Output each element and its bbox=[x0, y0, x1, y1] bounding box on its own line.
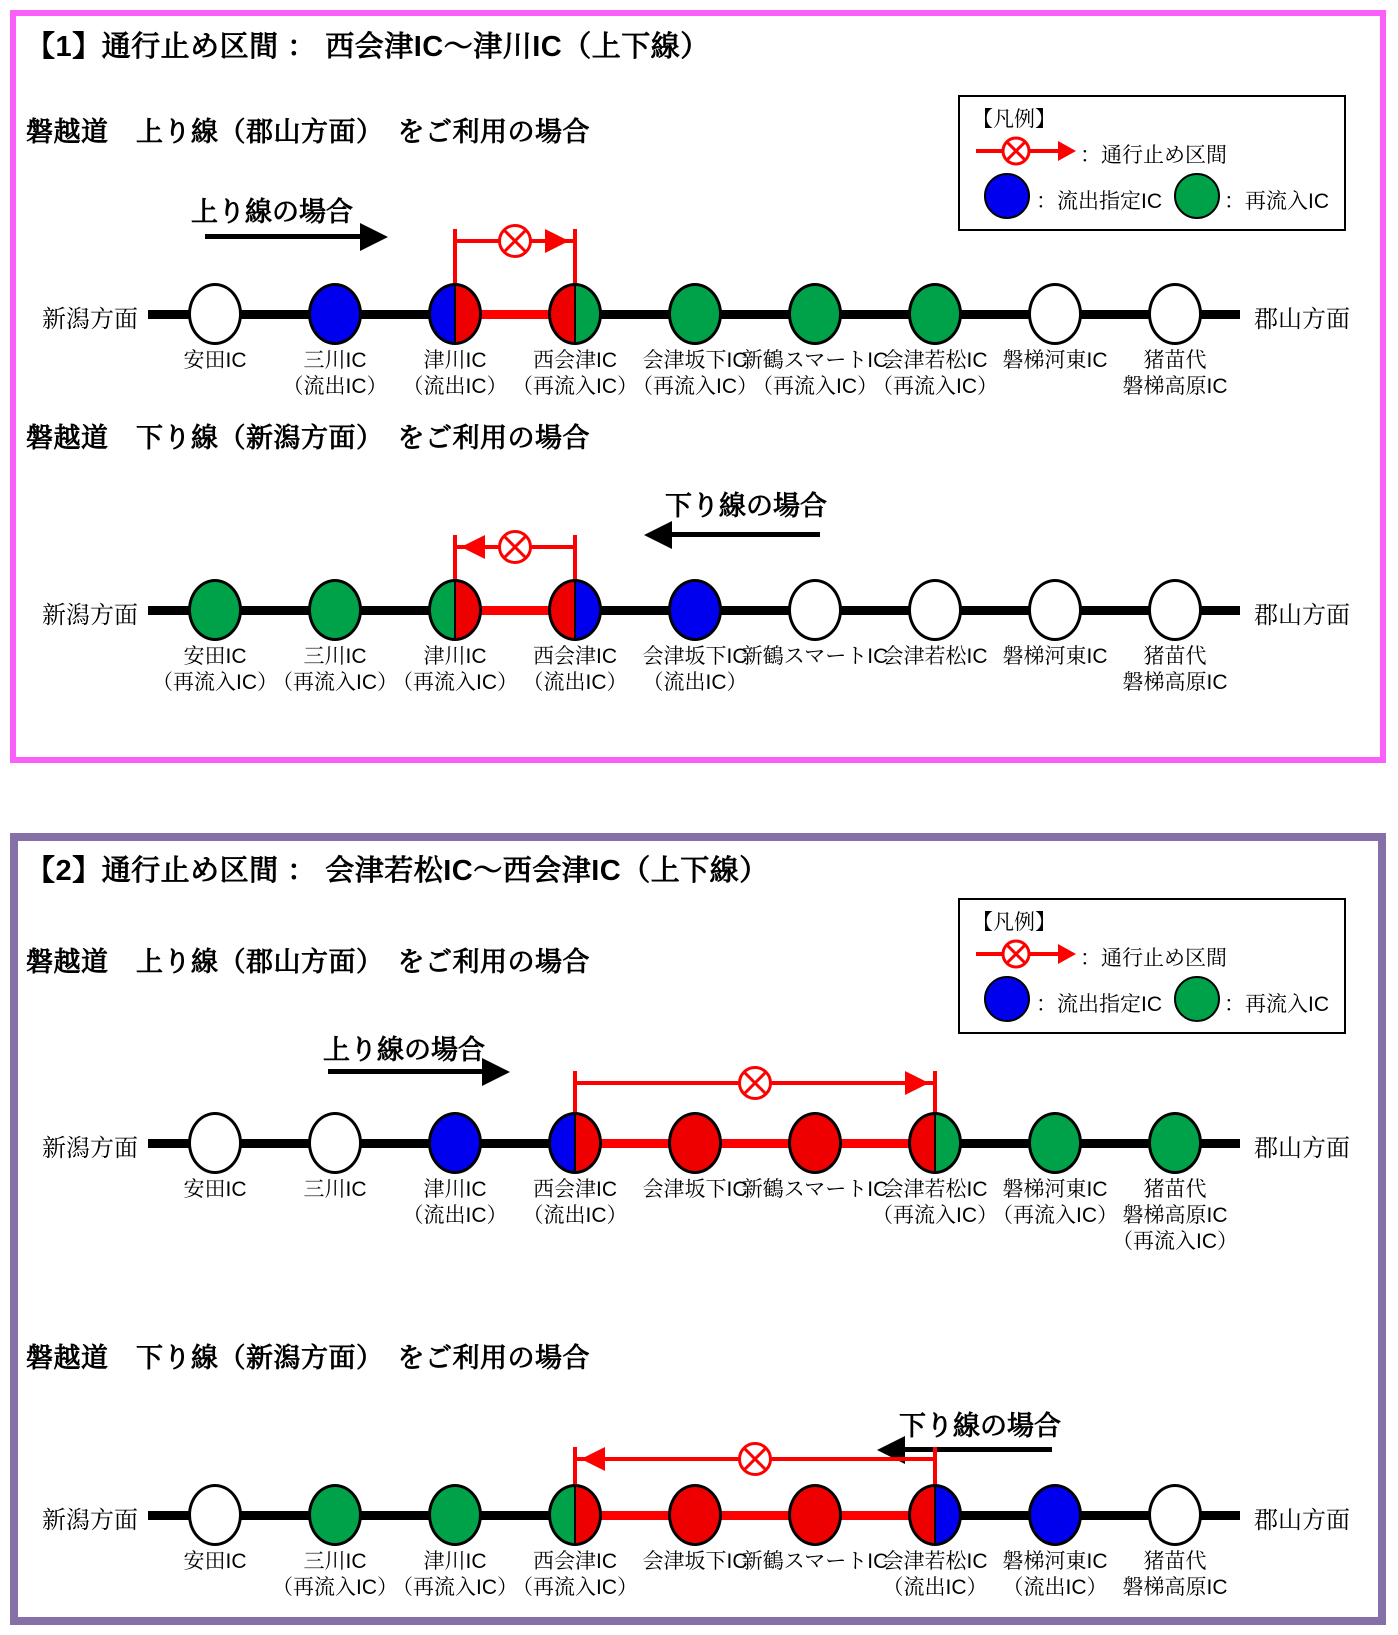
section2-title: 【2】通行止め区間 ： 会津若松IC～西会津IC（上下線） bbox=[26, 855, 769, 887]
station-circle bbox=[1148, 1484, 1202, 1546]
station-label-line: （再流入IC） bbox=[1112, 1230, 1238, 1253]
station-circle bbox=[1028, 579, 1082, 641]
station-label-line: 三川IC bbox=[303, 645, 367, 668]
closure-symbol-arrowhead-icon bbox=[1058, 141, 1076, 161]
closure-bracket-endbar bbox=[453, 535, 457, 581]
station-circle bbox=[548, 283, 602, 345]
section2-up-subtitle: 磐越道 上り線（郡山方面） をご利用の場合 bbox=[26, 947, 590, 977]
station-label-line: 三川IC bbox=[303, 1178, 367, 1201]
station-circle bbox=[548, 1484, 602, 1546]
station-label-line: 猪苗代 bbox=[1143, 645, 1207, 668]
station-circle bbox=[1028, 1112, 1082, 1174]
station-split-divider bbox=[454, 582, 456, 638]
station-label-line: 磐梯高原IC bbox=[1122, 1576, 1228, 1599]
station-label-line: 磐梯高原IC bbox=[1122, 375, 1228, 398]
station-circle bbox=[908, 1484, 962, 1546]
station-circle bbox=[428, 1484, 482, 1546]
closure-bracket-endbar bbox=[573, 535, 577, 581]
section1-up-subtitle: 磐越道 上り線（郡山方面） をご利用の場合 bbox=[26, 117, 590, 147]
station-label-line: （再流入IC） bbox=[272, 1576, 398, 1599]
station-label-line: 新鶴スマートIC bbox=[741, 349, 889, 372]
station-label-line: 会津若松IC bbox=[882, 645, 988, 668]
station-label-line: （再流入IC） bbox=[392, 1576, 518, 1599]
station-split-divider bbox=[574, 582, 576, 638]
station-label-line: 猪苗代 bbox=[1143, 1178, 1207, 1201]
direction-arrow-shaft bbox=[328, 1069, 482, 1074]
station-label-line: 西会津IC bbox=[533, 349, 617, 372]
station-label bbox=[1087, 348, 1263, 400]
station-label-line: （流出IC） bbox=[1002, 1576, 1108, 1599]
station-circle bbox=[188, 283, 242, 345]
legend-exit-label: ：流出指定IC bbox=[1036, 993, 1162, 1016]
station-label-line: 津川IC bbox=[423, 645, 487, 668]
station-label-line: （再流入IC） bbox=[392, 671, 518, 694]
closure-bracket-endbar bbox=[933, 1071, 937, 1114]
station-label-line: 新鶴スマートIC bbox=[741, 1178, 889, 1201]
station-label-line: 会津若松IC bbox=[882, 349, 988, 372]
station-label-line: 会津坂下IC bbox=[642, 1178, 748, 1201]
station-label-line: （再流入IC） bbox=[632, 375, 758, 398]
station-label-line: 安田IC bbox=[183, 645, 247, 668]
station-split-divider bbox=[934, 1115, 936, 1171]
station-circle bbox=[1028, 283, 1082, 345]
station-circle bbox=[788, 1112, 842, 1174]
station-circle bbox=[788, 1484, 842, 1546]
legend-box bbox=[958, 898, 1346, 1034]
station-label-line: （流出IC） bbox=[402, 375, 508, 398]
closure-crossed-circle-icon bbox=[496, 528, 534, 571]
section2-down-subtitle: 磐越道 下り線（新潟方面） をご利用の場合 bbox=[26, 1343, 590, 1373]
station-label-line: 新鶴スマートIC bbox=[741, 1550, 889, 1573]
right-end-label: 郡山方面 bbox=[1254, 306, 1350, 333]
station-label-line: 会津若松IC bbox=[882, 1550, 988, 1573]
direction-arrow-shaft bbox=[672, 532, 820, 537]
station-label-line: （流出IC） bbox=[882, 1576, 988, 1599]
station-circle bbox=[908, 1112, 962, 1174]
station-label-line: （流出IC） bbox=[522, 1204, 628, 1227]
station-circle bbox=[668, 283, 722, 345]
station-label-line: 磐梯高原IC bbox=[1122, 671, 1228, 694]
station-label-line: 西会津IC bbox=[533, 1178, 617, 1201]
closure-crossed-circle-icon bbox=[1000, 938, 1032, 975]
right-end-label: 郡山方面 bbox=[1254, 1507, 1350, 1534]
station-label-line: （再流入IC） bbox=[512, 375, 638, 398]
station-circle bbox=[1148, 283, 1202, 345]
station-label bbox=[1087, 644, 1263, 696]
station-split-divider bbox=[574, 286, 576, 342]
station-label-line: （流出IC） bbox=[402, 1204, 508, 1227]
station-label-line: 西会津IC bbox=[533, 1550, 617, 1573]
station-label-line: （再流入IC） bbox=[152, 671, 278, 694]
station-label-line: 新鶴スマートIC bbox=[741, 645, 889, 668]
station-circle bbox=[308, 283, 362, 345]
station-label-line: 安田IC bbox=[183, 349, 247, 372]
closure-crossed-circle-icon bbox=[736, 1440, 774, 1483]
station-label-line: 磐梯河東IC bbox=[1002, 349, 1108, 372]
section1-title: 【1】通行止め区間 ： 西会津IC～津川IC（上下線） bbox=[26, 31, 710, 63]
station-circle bbox=[668, 1484, 722, 1546]
station-label-line: （再流入IC） bbox=[512, 1576, 638, 1599]
closure-arrowhead-icon bbox=[461, 535, 485, 559]
station-label-line: 安田IC bbox=[183, 1550, 247, 1573]
station-label-line: （再流入IC） bbox=[752, 375, 878, 398]
station-split-divider bbox=[574, 1487, 576, 1543]
station-label-line: 磐梯河東IC bbox=[1002, 645, 1108, 668]
left-end-label: 新潟方面 bbox=[42, 306, 138, 333]
station-label-line: （再流入IC） bbox=[992, 1204, 1118, 1227]
station-label-line: 会津坂下IC bbox=[642, 1550, 748, 1573]
legend-exit-label: ：流出指定IC bbox=[1036, 190, 1162, 213]
station-circle bbox=[188, 579, 242, 641]
station-label-line: （再流入IC） bbox=[872, 375, 998, 398]
closure-bracket-endbar bbox=[573, 1447, 577, 1486]
station-label-line: 猪苗代 bbox=[1143, 1550, 1207, 1573]
station-circle bbox=[908, 283, 962, 345]
legend-title: 【凡例】 bbox=[972, 911, 1056, 934]
direction-arrow-shaft bbox=[905, 1447, 1052, 1452]
closure-crossed-circle-icon bbox=[496, 222, 534, 265]
station-label-line: 安田IC bbox=[183, 1178, 247, 1201]
station-label-line: 津川IC bbox=[423, 349, 487, 372]
station-circle bbox=[308, 579, 362, 641]
direction-label: 下り線の場合 bbox=[665, 491, 827, 521]
station-label-line: 津川IC bbox=[423, 1550, 487, 1573]
legend-closure-label: ：通行止め区間 bbox=[1080, 144, 1227, 167]
station-split-divider bbox=[454, 286, 456, 342]
legend-title: 【凡例】 bbox=[972, 108, 1056, 131]
station-label-line: 会津坂下IC bbox=[642, 349, 748, 372]
closure-arrowhead-icon bbox=[545, 229, 569, 253]
station-circle bbox=[548, 1112, 602, 1174]
station-circle bbox=[1148, 579, 1202, 641]
station-label-line: 磐梯河東IC bbox=[1002, 1178, 1108, 1201]
station-circle bbox=[428, 283, 482, 345]
closure-bracket-endbar bbox=[453, 229, 457, 285]
station-circle bbox=[188, 1112, 242, 1174]
closure-bracket-endbar bbox=[933, 1447, 937, 1486]
closure-bracket-endbar bbox=[573, 1071, 577, 1114]
station-circle bbox=[668, 1112, 722, 1174]
station-circle bbox=[788, 579, 842, 641]
direction-arrowhead-icon bbox=[644, 521, 672, 549]
legend-reentry-label: ：再流入IC bbox=[1224, 190, 1329, 213]
legend-box bbox=[958, 95, 1346, 231]
legend-exit-circle-icon bbox=[984, 173, 1030, 219]
section1-down-subtitle: 磐越道 下り線（新潟方面） をご利用の場合 bbox=[26, 423, 590, 453]
direction-label: 上り線の場合 bbox=[191, 197, 353, 227]
left-end-label: 新潟方面 bbox=[42, 1507, 138, 1534]
closure-road-segment bbox=[575, 1139, 935, 1148]
right-end-label: 郡山方面 bbox=[1254, 1135, 1350, 1162]
station-label-line: （再流入IC） bbox=[872, 1204, 998, 1227]
station-label-line: （再流入IC） bbox=[272, 671, 398, 694]
direction-label: 下り線の場合 bbox=[899, 1411, 1061, 1441]
closure-crossed-circle-icon bbox=[1000, 135, 1032, 172]
left-end-label: 新潟方面 bbox=[42, 1135, 138, 1162]
direction-arrowhead-icon bbox=[360, 223, 388, 251]
station-circle bbox=[1028, 1484, 1082, 1546]
station-split-divider bbox=[934, 1487, 936, 1543]
legend-reentry-circle-icon bbox=[1174, 173, 1220, 219]
direction-arrowhead-icon bbox=[482, 1058, 510, 1086]
station-circle bbox=[428, 1112, 482, 1174]
station-label-line: 磐梯河東IC bbox=[1002, 1550, 1108, 1573]
station-circle bbox=[188, 1484, 242, 1546]
closure-road-segment bbox=[575, 1511, 935, 1520]
station-circle bbox=[1148, 1112, 1202, 1174]
legend-exit-circle-icon bbox=[984, 976, 1030, 1022]
station-circle bbox=[668, 579, 722, 641]
station-label-line: 津川IC bbox=[423, 1178, 487, 1201]
station-label-line: （流出IC） bbox=[642, 671, 748, 694]
station-split-divider bbox=[574, 1115, 576, 1171]
left-end-label: 新潟方面 bbox=[42, 602, 138, 629]
station-circle bbox=[908, 579, 962, 641]
closure-bracket-endbar bbox=[573, 229, 577, 285]
station-label-line: （流出IC） bbox=[522, 671, 628, 694]
station-label bbox=[1087, 1549, 1263, 1601]
direction-arrow-shaft bbox=[205, 234, 360, 239]
legend-closure-label: ：通行止め区間 bbox=[1080, 947, 1227, 970]
station-circle bbox=[308, 1112, 362, 1174]
station-circle bbox=[428, 579, 482, 641]
station-label-line: 会津若松IC bbox=[882, 1178, 988, 1201]
closure-crossed-circle-icon bbox=[736, 1064, 774, 1107]
station-circle bbox=[308, 1484, 362, 1546]
station-label bbox=[1087, 1177, 1263, 1255]
legend-reentry-label: ：再流入IC bbox=[1224, 993, 1329, 1016]
station-label-line: 三川IC bbox=[303, 1550, 367, 1573]
closure-arrowhead-icon bbox=[905, 1071, 929, 1095]
direction-label: 上り線の場合 bbox=[323, 1035, 485, 1065]
station-label-line: 三川IC bbox=[303, 349, 367, 372]
legend-reentry-circle-icon bbox=[1174, 976, 1220, 1022]
closure-symbol-arrowhead-icon bbox=[1058, 944, 1076, 964]
closure-arrowhead-icon bbox=[581, 1447, 605, 1471]
station-circle bbox=[548, 579, 602, 641]
station-label-line: 西会津IC bbox=[533, 645, 617, 668]
station-label-line: 会津坂下IC bbox=[642, 645, 748, 668]
station-circle bbox=[788, 283, 842, 345]
station-label-line: （流出IC） bbox=[282, 375, 388, 398]
station-label-line: 猪苗代 bbox=[1143, 349, 1207, 372]
station-label-line: 磐梯高原IC bbox=[1122, 1204, 1228, 1227]
right-end-label: 郡山方面 bbox=[1254, 602, 1350, 629]
